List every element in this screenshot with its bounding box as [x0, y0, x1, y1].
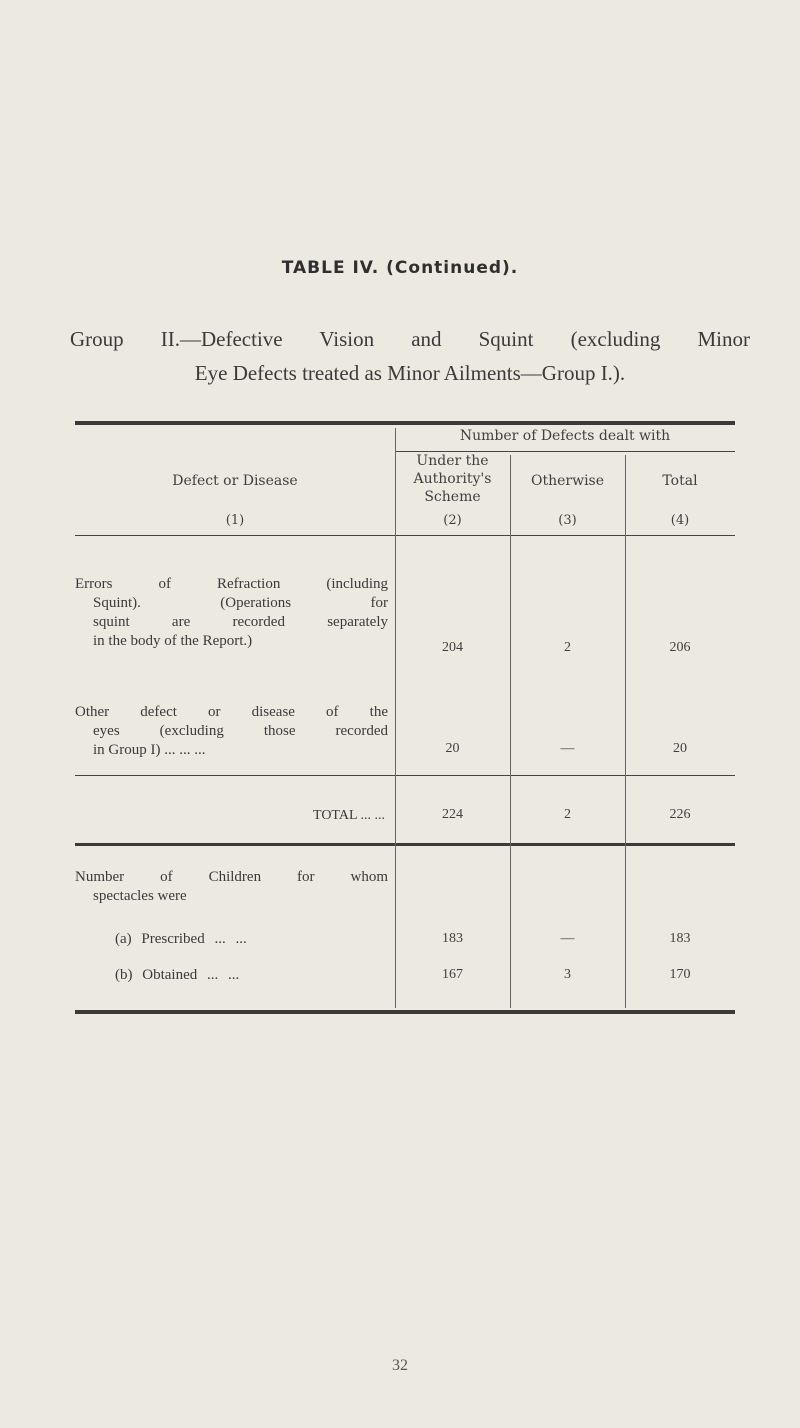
table-title: TABLE IV. (Continued). [281, 258, 519, 278]
col1-number: (1) [225, 513, 245, 528]
col2-number: (2) [443, 513, 462, 528]
col3-number: (3) [558, 513, 577, 528]
prescribed-value-scheme: 183 [442, 931, 463, 946]
header-bottom-rule [75, 535, 735, 536]
obtained-value-otherwise: 3 [564, 967, 571, 982]
col2-header-line-3: Scheme [424, 489, 481, 505]
table-row-label [75, 575, 388, 651]
col2-header [395, 452, 510, 506]
children-label-line-2: spectacles were [93, 888, 187, 904]
col-divider-2 [510, 455, 511, 1008]
row1-label-line-1: Errors of Refraction (including [75, 576, 388, 592]
row2-value-otherwise: — [560, 741, 575, 756]
row2-label-line-1: Other defect or disease of the [75, 704, 388, 720]
children-label-line-1: Number of Children for whom [75, 869, 388, 885]
col4-number: (4) [670, 513, 690, 528]
table-bottom-rule [75, 1010, 735, 1014]
row2-value-scheme: 20 [445, 741, 460, 756]
top-rule [75, 421, 735, 425]
subtitle-line-1: Group II.—Defective Vision and Squint (excluding Minor [70, 327, 750, 351]
rows-bottom-rule [75, 775, 735, 776]
page-number: 32 [392, 1357, 408, 1374]
total-bottom-rule [75, 843, 735, 846]
col2-header-line-1: Under the [416, 453, 489, 469]
subtitle-line-2: Eye Defects treated as Minor Ailments—Group I.). [194, 361, 626, 385]
row1-label-line-3: squint are recorded separately [93, 614, 388, 630]
list-item: (a) Prescribed ... ... [115, 931, 247, 947]
table-row-label [75, 703, 388, 760]
total-value-total: 226 [669, 807, 691, 822]
col4-header: Total [662, 473, 698, 489]
obtained-value-scheme: 167 [442, 967, 463, 982]
list-item: (b) Obtained ... ... [115, 967, 240, 983]
row2-label-line-2: eyes (excluding those recorded [93, 723, 388, 739]
row1-value-scheme: 204 [442, 640, 463, 655]
group-header: Number of Defects dealt with [459, 428, 671, 444]
prescribed-value-otherwise: — [560, 931, 575, 946]
row2-label-line-3: in Group I) ... ... ... [93, 742, 206, 758]
row2-value-total: 20 [673, 741, 687, 756]
total-value-otherwise: 2 [564, 807, 571, 822]
row1-value-otherwise: 2 [564, 640, 571, 655]
col2-header-line-2: Authority's [413, 471, 492, 487]
col3-header: Otherwise [530, 473, 605, 489]
row1-label-line-4: in the body of the Report.) [93, 633, 253, 649]
col-divider-3 [625, 455, 626, 1008]
obtained-value-total: 170 [669, 967, 691, 982]
total-label: TOTAL ... ... [313, 808, 385, 823]
row1-label-line-2: Squint). (Operations for [93, 595, 388, 611]
table-subtitle [70, 322, 750, 390]
prescribed-value-total: 183 [669, 931, 691, 946]
children-label [75, 868, 388, 906]
total-value-scheme: 224 [442, 807, 463, 822]
row1-value-total: 206 [669, 640, 691, 655]
col1-header: Defect or Disease [172, 473, 298, 489]
